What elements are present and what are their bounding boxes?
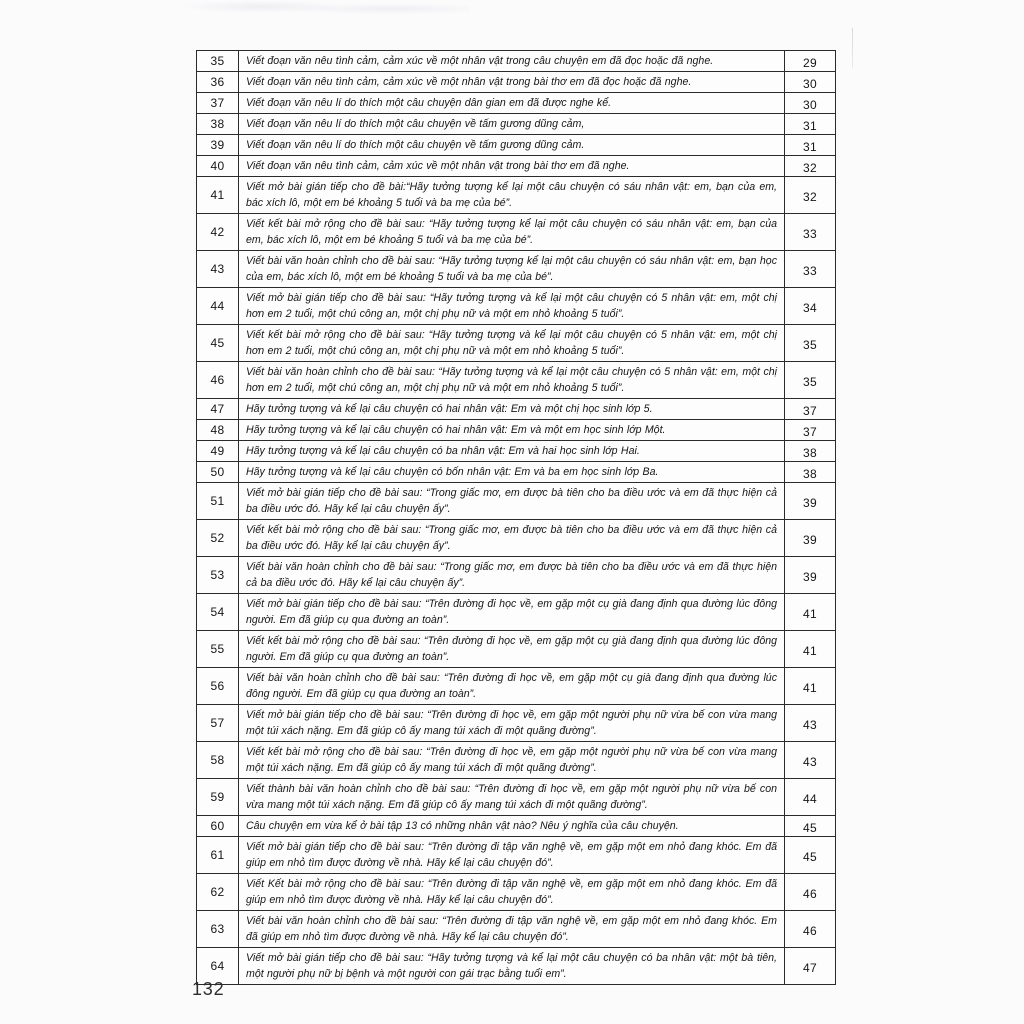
page-number-cell: 33 [785, 251, 836, 288]
page-number-cell: 46 [785, 874, 836, 911]
exercise-number-cell: 47 [197, 399, 239, 420]
exercise-description-cell: Viết mở bài gián tiếp cho đề bài sau: “Trên đường đi học về, em gặp một người phụ nữ vừa bế con vừa mang một túi xách nặng. Em đã giúp cô ấy mang túi xách đi một quãng đường”. [239, 705, 785, 742]
table-row [197, 911, 836, 948]
page-number-cell: 38 [785, 462, 836, 483]
table-row [197, 441, 836, 462]
page-number-cell: 37 [785, 399, 836, 420]
exercise-number-cell: 40 [197, 156, 239, 177]
table-row [197, 594, 836, 631]
exercise-number-cell: 46 [197, 362, 239, 399]
exercise-number-cell: 50 [197, 462, 239, 483]
page-number-cell: 30 [785, 93, 836, 114]
table-row [197, 483, 836, 520]
exercise-number-cell: 59 [197, 779, 239, 816]
page-number-cell: 39 [785, 520, 836, 557]
exercise-description-cell: Hãy tưởng tượng và kể lại câu chuyện có hai nhân vật: Em và một em học sinh lớp Một. [239, 420, 785, 441]
exercise-description-cell: Viết bài văn hoàn chỉnh cho đề bài sau: “Trên đường đi tập văn nghệ về, em gặp một em nhỏ đang khóc. Em đã giúp em nhỏ tìm được đường về nhà. Hãy kể lại câu chuyện đó”. [239, 911, 785, 948]
exercise-number-cell: 35 [197, 51, 239, 72]
exercise-number-cell: 57 [197, 705, 239, 742]
exercise-number-cell: 63 [197, 911, 239, 948]
page-number-cell: 32 [785, 177, 836, 214]
page-number-cell: 29 [785, 51, 836, 72]
exercise-number-cell: 36 [197, 72, 239, 93]
table-row [197, 742, 836, 779]
exercise-description-cell: Viết đoạn văn nêu lí do thích một câu chuyện dân gian em đã được nghe kể. [239, 93, 785, 114]
page-number-cell: 41 [785, 594, 836, 631]
exercise-description-cell: Viết mở bài gián tiếp cho đề bài:“Hãy tưởng tượng kể lại một câu chuyện có sáu nhân vật: em, bạn của em, bác xích lô, một em bé khoảng 5 tuổi và ba mẹ của bé”. [239, 177, 785, 214]
page-number-cell: 35 [785, 362, 836, 399]
exercise-number-cell: 60 [197, 816, 239, 837]
exercise-description-cell: Viết mở bài gián tiếp cho đề bài sau: “Trên đường đi tập văn nghệ về, em gặp một em nhỏ đang khóc. Em đã giúp em nhỏ tìm được đường về nhà. Hãy kể lại câu chuyện đó”. [239, 837, 785, 874]
exercise-number-cell: 56 [197, 668, 239, 705]
exercise-description-cell: Viết thành bài văn hoàn chỉnh cho đề bài sau: “Trên đường đi học về, em gặp một người phụ nữ vừa bế con vừa mang một túi xách nặng. Em đã giúp cô ấy mang túi xách đi một quãng đường”. [239, 779, 785, 816]
exercise-number-cell: 44 [197, 288, 239, 325]
exercise-index-table [196, 50, 836, 985]
page-number-cell: 41 [785, 668, 836, 705]
table-row [197, 93, 836, 114]
table-row [197, 816, 836, 837]
page-number-cell: 47 [785, 948, 836, 985]
exercise-number-cell: 58 [197, 742, 239, 779]
page-number-cell: 39 [785, 557, 836, 594]
table-row [197, 177, 836, 214]
exercise-description-cell: Viết đoạn văn nêu tình cảm, cảm xúc về một nhân vật trong bài thơ em đã đọc hoặc đã nghe. [239, 72, 785, 93]
exercise-number-cell: 52 [197, 520, 239, 557]
page-number-cell: 46 [785, 911, 836, 948]
exercise-number-cell: 42 [197, 214, 239, 251]
exercise-number-cell: 61 [197, 837, 239, 874]
exercise-description-cell: Viết mở bài gián tiếp cho đề bài sau: “Trên đường đi học về, em gặp một cụ già đang định qua đường lúc đông người. Em đã giúp cụ qua đường an toàn”. [239, 594, 785, 631]
exercise-description-cell: Viết mở bài gián tiếp cho đề bài sau: “Trong giấc mơ, em được bà tiên cho ba điều ước và em đã thực hiện cả ba điều ước đó. Hãy kể lại câu chuyện ấy”. [239, 483, 785, 520]
exercise-description-cell: Viết đoạn văn nêu lí do thích một câu chuyện về tấm gương dũng cảm, [239, 114, 785, 135]
page-number-cell: 34 [785, 288, 836, 325]
table-row [197, 72, 836, 93]
table-row [197, 156, 836, 177]
table-row [197, 520, 836, 557]
page-number-cell: 43 [785, 705, 836, 742]
exercise-number-cell: 39 [197, 135, 239, 156]
exercise-description-cell: Hãy tưởng tượng và kể lại câu chuyện có ba nhân vật: Em và hai học sinh lớp Hai. [239, 441, 785, 462]
page-number-cell: 41 [785, 631, 836, 668]
table-row [197, 631, 836, 668]
table-row [197, 114, 836, 135]
exercise-number-cell: 64 [197, 948, 239, 985]
page-number-cell: 31 [785, 114, 836, 135]
exercise-description-cell: Viết bài văn hoàn chỉnh cho đề bài sau: “Hãy tưởng tượng và kể lại một câu chuyện có 5 nhân vật: em, một chị hơn em 2 tuổi, một chú công an, một chị phụ nữ và một em nhỏ khoảng 5 tuổi”. [239, 362, 785, 399]
page-number-cell: 39 [785, 483, 836, 520]
page-number-footer: 132 [192, 979, 225, 999]
page-number-cell: 43 [785, 742, 836, 779]
page-number-cell: 32 [785, 156, 836, 177]
table-row [197, 462, 836, 483]
exercise-number-cell: 53 [197, 557, 239, 594]
table-row [197, 399, 836, 420]
table-row [197, 214, 836, 251]
exercise-number-cell: 41 [197, 177, 239, 214]
exercise-description-cell: Viết bài văn hoàn chỉnh cho đề bài sau: “Trên đường đi học về, em gặp một cụ già đang định qua đường lúc đông người. Em đã giúp cụ qua đường an toàn”. [239, 668, 785, 705]
exercise-description-cell: Viết đoạn văn nêu lí do thích một câu chuyện về tấm gương dũng cảm. [239, 135, 785, 156]
page-number-cell: 45 [785, 816, 836, 837]
exercise-description-cell: Viết bài văn hoàn chỉnh cho đề bài sau: “Hãy tưởng tượng kể lại một câu chuyện có sáu nhân vật: em, bạn học của em, bác xích lô, một em bé khoảng 5 tuổi và ba mẹ của bé”. [239, 251, 785, 288]
table-row [197, 668, 836, 705]
page-number-cell: 37 [785, 420, 836, 441]
table-row [197, 557, 836, 594]
page-edge-line [852, 28, 853, 68]
page-number-cell: 30 [785, 72, 836, 93]
table-row [197, 837, 836, 874]
table-row [197, 251, 836, 288]
exercise-number-cell: 48 [197, 420, 239, 441]
exercise-number-cell: 62 [197, 874, 239, 911]
exercise-description-cell: Hãy tưởng tượng và kể lại câu chuyện có hai nhân vật: Em và một chị học sinh lớp 5. [239, 399, 785, 420]
table-row [197, 288, 836, 325]
page-number-cell: 44 [785, 779, 836, 816]
table-row [197, 948, 836, 985]
exercise-description-cell: Câu chuyện em vừa kể ở bài tập 13 có những nhân vật nào? Nêu ý nghĩa của câu chuyện. [239, 816, 785, 837]
exercise-number-cell: 45 [197, 325, 239, 362]
exercise-description-cell: Viết kết bài mở rộng cho đề bài sau: “Trên đường đi học về, em gặp một người phụ nữ vừa bế con vừa mang một túi xách nặng. Em đã giúp cô ấy mang túi xách đi một quãng đường”. [239, 742, 785, 779]
table-row [197, 705, 836, 742]
exercise-description-cell: Viết kết bài mở rộng cho đề bài sau: “Hãy tưởng tượng kể lại một câu chuyện có sáu nhân vật: em, bạn của em, bác xích lô, một em bé khoảng 5 tuổi và ba mẹ của bé”. [239, 214, 785, 251]
table-row [197, 362, 836, 399]
exercise-description-cell: Viết kết bài mở rộng cho đề bài sau: “Trong giấc mơ, em được bà tiên cho ba điều ước và em đã thực hiện cả ba điều ước đó. Hãy kể lại câu chuyện ấy”. [239, 520, 785, 557]
page-number-cell: 38 [785, 441, 836, 462]
page-number-cell: 35 [785, 325, 836, 362]
exercise-description-cell: Viết kết bài mở rộng cho đề bài sau: “Hãy tưởng tượng và kể lại một câu chuyện có 5 nhân vật: em, một chị hơn em 2 tuổi, một chú công an, một chị phụ nữ và một em nhỏ khoảng 5 tuổi”. [239, 325, 785, 362]
exercise-number-cell: 51 [197, 483, 239, 520]
exercise-number-cell: 37 [197, 93, 239, 114]
exercise-number-cell: 38 [197, 114, 239, 135]
scan-artifact-smudge [150, 0, 470, 22]
page-number-cell: 31 [785, 135, 836, 156]
exercise-description-cell: Viết kết bài mở rộng cho đề bài sau: “Trên đường đi học về, em gặp một cụ già đang định qua đường lúc đông người. Em đã giúp cụ qua đường an toàn”. [239, 631, 785, 668]
exercise-description-cell: Viết Kết bài mở rộng cho đề bài sau: “Trên đường đi tập văn nghệ về, em gặp một em nhỏ đang khóc. Em đã giúp em nhỏ tìm được đường về nhà. Hãy kể lại câu chuyện đó”. [239, 874, 785, 911]
page-number-cell: 33 [785, 214, 836, 251]
exercise-number-cell: 55 [197, 631, 239, 668]
exercise-number-cell: 54 [197, 594, 239, 631]
exercise-description-cell: Viết đoạn văn nêu tình cảm, cảm xúc về một nhân vật trong bài thơ em đã nghe. [239, 156, 785, 177]
exercise-description-cell: Viết đoạn văn nêu tình cảm, cảm xúc về một nhân vật trong câu chuyện em đã đọc hoặc đã nghe. [239, 51, 785, 72]
table-row [197, 420, 836, 441]
exercise-number-cell: 43 [197, 251, 239, 288]
exercise-description-cell: Viết mở bài gián tiếp cho đề bài sau: “Hãy tưởng tượng và kể lại một câu chuyện có ba nhân vật: một bà tiên, một người phụ nữ bị bệnh và một người con gái trạc bằng tuổi em”. [239, 948, 785, 985]
table-row [197, 51, 836, 72]
exercise-description-cell: Hãy tưởng tượng và kể lại câu chuyện có bốn nhân vật: Em và ba em học sinh lớp Ba. [239, 462, 785, 483]
page-number-cell: 45 [785, 837, 836, 874]
table-row [197, 135, 836, 156]
exercise-number-cell: 49 [197, 441, 239, 462]
exercise-description-cell: Viết mở bài gián tiếp cho đề bài sau: “Hãy tưởng tượng và kể lại một câu chuyện có 5 nhân vật: em, một chị hơn em 2 tuổi, một chú công an, một chị phụ nữ và một em nhỏ khoảng 5 tuổi”. [239, 288, 785, 325]
exercise-description-cell: Viết bài văn hoàn chỉnh cho đề bài sau: “Trong giấc mơ, em được bà tiên cho ba điều ước và em đã thực hiện cả ba điều ước đó. Hãy kể lại câu chuyện ấy”. [239, 557, 785, 594]
table-row [197, 874, 836, 911]
exercise-index-rows [197, 51, 836, 985]
table-row [197, 779, 836, 816]
table-row [197, 325, 836, 362]
